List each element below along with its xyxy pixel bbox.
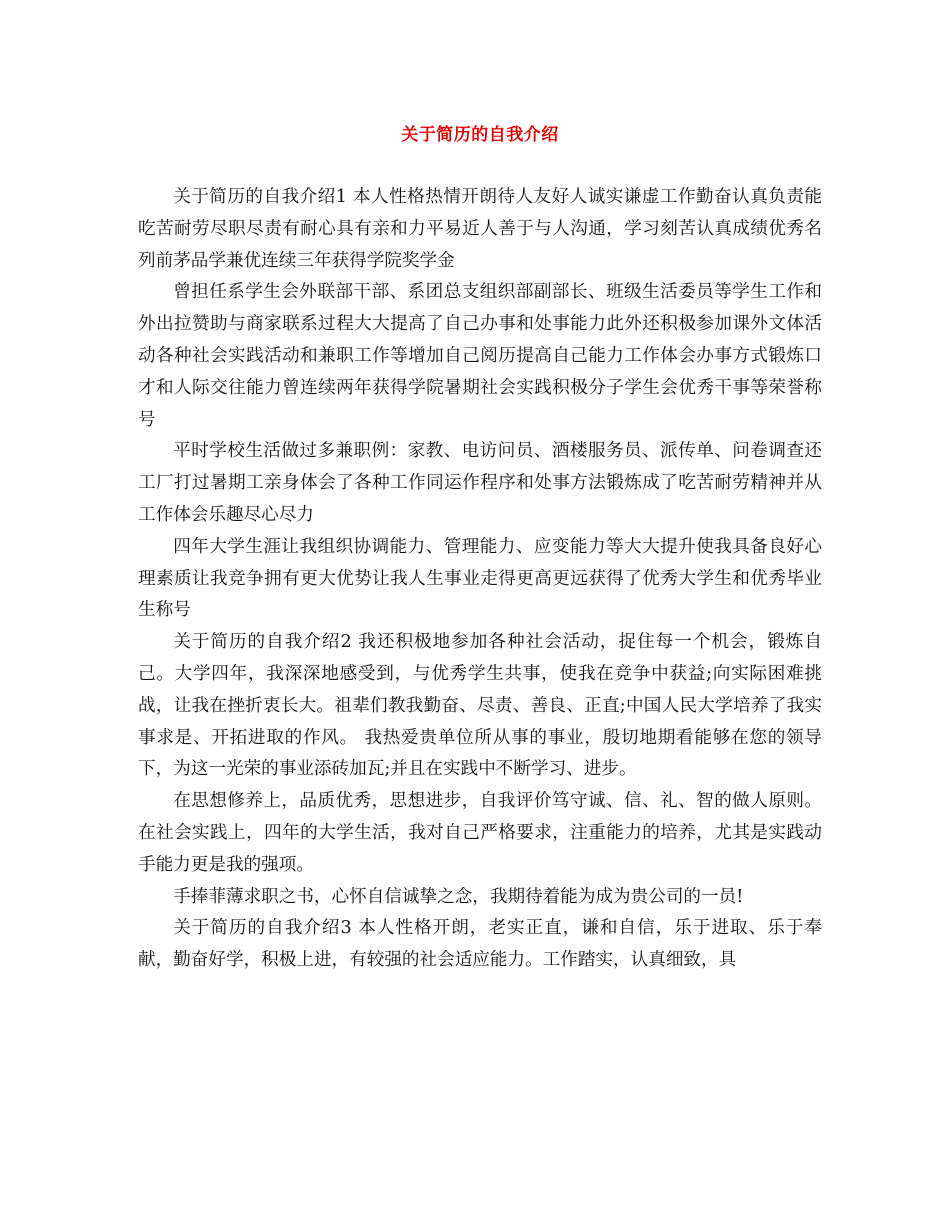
document-title: 关于简历的自我介绍: [401, 125, 559, 145]
paragraph: 关于简历的自我介绍2 我还积极地参加各种社会活动，捉住每一个机会，锻炼自己。大学四年，我深深地感受到，与优秀学生共事，使我在竞争中获益;向实际困难挑战，让我在挫折衷长大。祖辈们教我勤奋、尽责、善良、正直;中国人民大学培养了我实事求是、开拓进取的作风。 我热爱贵单位所从事的事业，殷切地期看能够在您的领导下，为这一光荣的事业添砖加瓦;并且在实践中不断学习、进步。: [138, 632, 822, 780]
paragraph: 在思想修养上，品质优秀，思想进步，自我评价笃守诚、信、礼、智的做人原则。在社会实践上，四年的大学生活，我对自己严格要求，注重能力的培养，尤其是实践动手能力更是我的强项。: [138, 791, 822, 875]
paragraph: 关于简历的自我介绍3 本人性格开朗，老实正直，谦和自信，乐于进取、乐于奉献，勤奋好学，积极上进，有较强的社会适应能力。工作踏实，认真细致，具: [138, 918, 822, 971]
paragraph: 曾担任系学生会外联部干部、系团总支组织部副部长、班级生活委员等学生工作和外出拉赞助与商家联系过程大大提高了自己办事和处事能力此外还积极参加课外文体活动各种社会实践活动和兼职工作等增加自己阅历提高自己能力工作体会办事方式锻炼口才和人际交往能力曾连续两年获得学院暑期社会实践积极分子学生会优秀干事等荣誉称号: [138, 282, 822, 430]
paragraph: 手捧菲薄求职之书，心怀自信诚挚之念，我期待着能为成为贵公司的一员!: [173, 886, 744, 907]
paragraph: 平时学校生活做过多兼职例：家教、电访问员、酒楼服务员、派传单、问卷调查还工厂打过暑期工亲身体会了各种工作同运作程序和处事方法锻炼成了吃苦耐劳精神并从工作体会乐趣尽心尽力: [138, 441, 822, 525]
paragraph: 关于简历的自我介绍1 本人性格热情开朗待人友好人诚实谦虚工作勤奋认真负责能吃苦耐劳尽职尽责有耐心具有亲和力平易近人善于与人沟通，学习刻苦认真成绩优秀名列前茅品学兼优连续三年获得学院奖学金: [138, 187, 822, 271]
paragraph: 四年大学生涯让我组织协调能力、管理能力、应变能力等大大提升使我具备良好心理素质让我竞争拥有更大优势让我人生事业走得更高更远获得了优秀大学生和优秀毕业生称号: [138, 536, 822, 621]
document-body: [138, 182, 822, 977]
